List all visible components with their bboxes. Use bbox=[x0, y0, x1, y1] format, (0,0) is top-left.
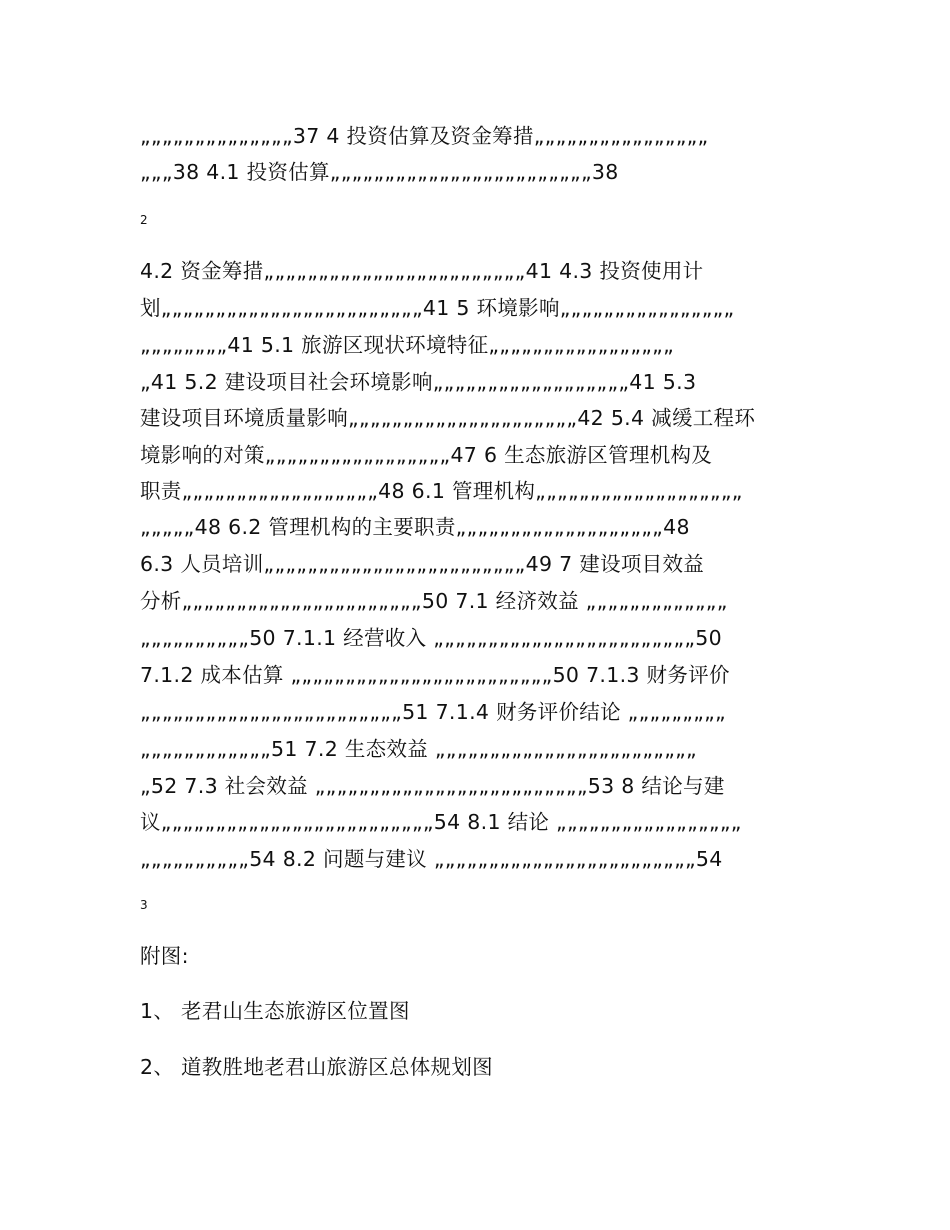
toc-line: 7.1.2 成本估算 „„„„„„„„„„„„„„„„„„„„„„„„50 7.1.3 财务评价 bbox=[140, 663, 730, 687]
toc-line: „„„„„„„„„„„„„„„„„„„„„„„„51 7.1.4 财务评价结论 „„„„„„„„„ bbox=[140, 700, 726, 724]
toc-line: 议„„„„„„„„„„„„„„„„„„„„„„„„„54 8.1 结论 „„„„„„„„„„„„„„„„„ bbox=[140, 810, 742, 834]
toc-line: 建设项目环境质量影响„„„„„„„„„„„„„„„„„„„„„42 5.4 减缓工程环 bbox=[140, 406, 756, 430]
toc-line: „„„„„„„„41 5.1 旅游区现状环境特征„„„„„„„„„„„„„„„„„ bbox=[140, 333, 675, 357]
toc-line: 职责„„„„„„„„„„„„„„„„„„48 6.1 管理机构„„„„„„„„„„„„„„„„„„„ bbox=[140, 479, 743, 503]
toc-line: „„„„„„„„„„„„„„37 4 投资估算及资金筹措„„„„„„„„„„„„„„„„ bbox=[140, 124, 709, 148]
appendix-item: 2、 道教胜地老君山旅游区总体规划图 bbox=[140, 1055, 493, 1079]
toc-line: „„„„„„„„„„„„51 7.2 生态效益 „„„„„„„„„„„„„„„„„„„„„„„„ bbox=[140, 737, 697, 761]
toc-line: „„„38 4.1 投资估算„„„„„„„„„„„„„„„„„„„„„„„„38 bbox=[140, 160, 619, 184]
toc-line: „„„„„„„„„„54 8.2 问题与建议 „„„„„„„„„„„„„„„„„„„„„„„„54 bbox=[140, 847, 723, 871]
appendix-heading: 附图: bbox=[140, 944, 189, 968]
toc-line: 分析„„„„„„„„„„„„„„„„„„„„„„50 7.1 经济效益 „„„„„„„„„„„„„ bbox=[140, 589, 728, 613]
toc-line: „52 7.3 社会效益 „„„„„„„„„„„„„„„„„„„„„„„„„53 8 结论与建 bbox=[140, 774, 725, 798]
toc-line: 境影响的对策„„„„„„„„„„„„„„„„„47 6 生态旅游区管理机构及 bbox=[140, 443, 713, 467]
toc-line: „41 5.2 建设项目社会环境影响„„„„„„„„„„„„„„„„„„41 5.3 bbox=[140, 370, 697, 394]
page-number: 2 bbox=[140, 213, 148, 227]
toc-line: „„„„„„„„„„50 7.1.1 经营收入 „„„„„„„„„„„„„„„„„„„„„„„„50 bbox=[140, 626, 722, 650]
appendix-item: 1、 老君山生态旅游区位置图 bbox=[140, 999, 410, 1023]
page-number: 3 bbox=[140, 898, 148, 912]
toc-line: „„„„„48 6.2 管理机构的主要职责„„„„„„„„„„„„„„„„„„„48 bbox=[140, 515, 690, 539]
toc-line: 划„„„„„„„„„„„„„„„„„„„„„„„„41 5 环境影响„„„„„„„„„„„„„„„„ bbox=[140, 296, 735, 320]
toc-line: 6.3 人员培训„„„„„„„„„„„„„„„„„„„„„„„„49 7 建设项目效益 bbox=[140, 552, 705, 576]
toc-line: 4.2 资金筹措„„„„„„„„„„„„„„„„„„„„„„„„41 4.3 投资使用计 bbox=[140, 259, 704, 283]
